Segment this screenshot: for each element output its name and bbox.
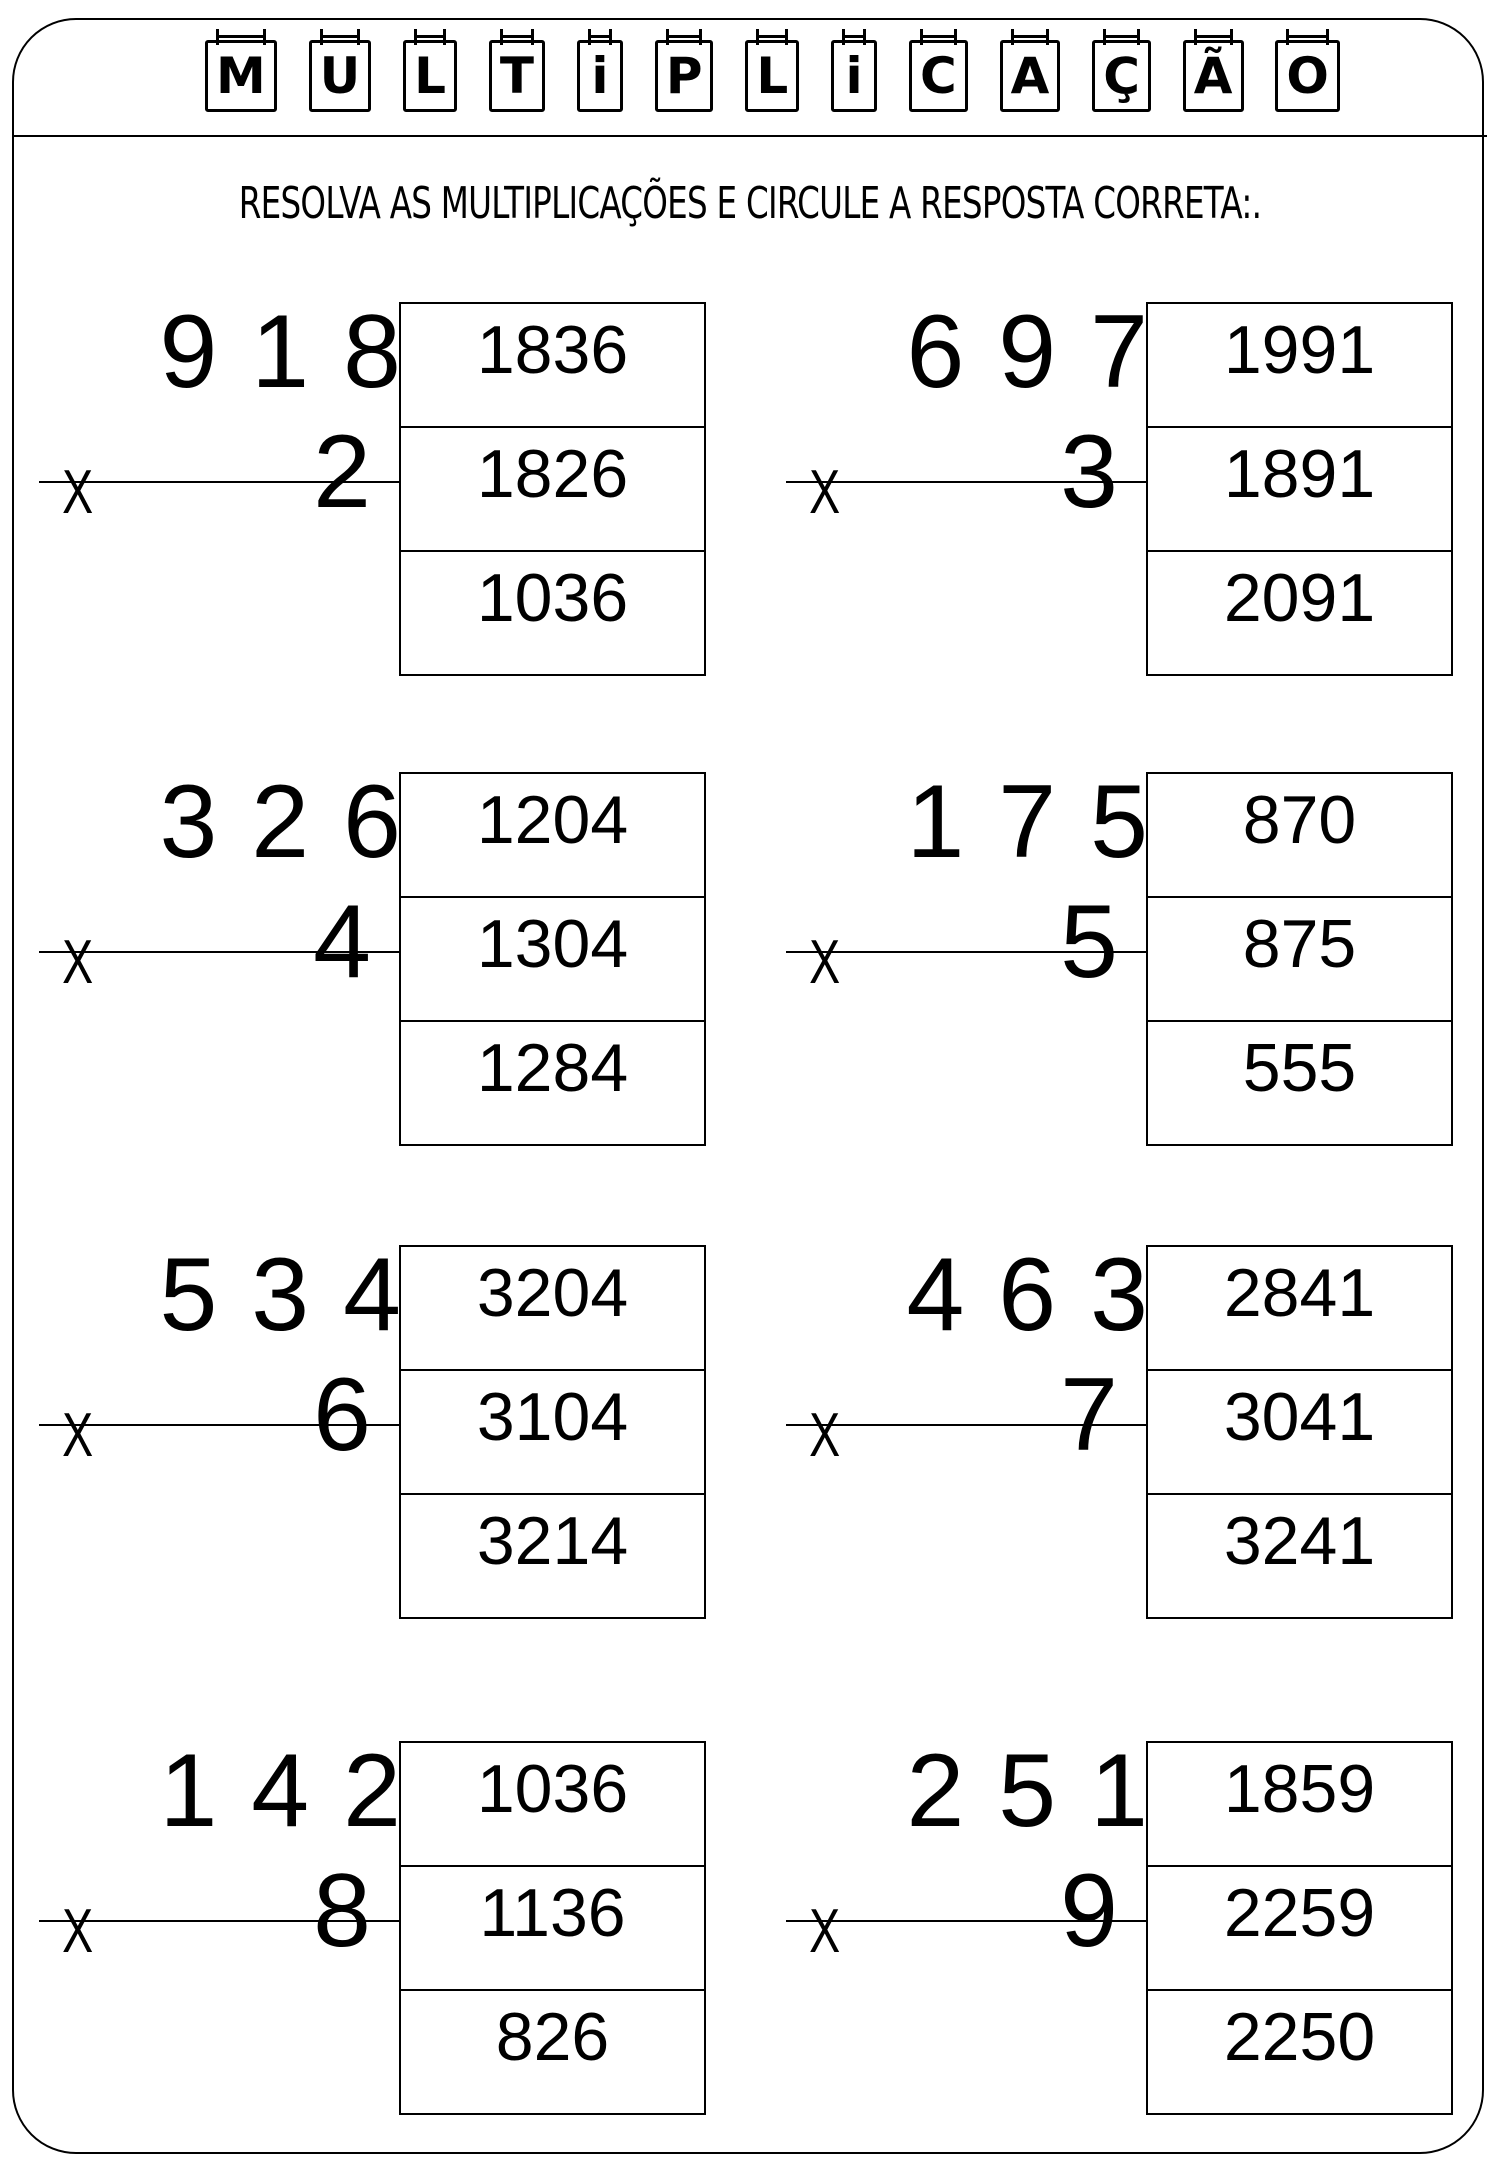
answer-option[interactable]: 3241 xyxy=(1223,1503,1376,1579)
title-letter: U xyxy=(319,47,361,105)
title-letter-tile xyxy=(403,40,457,112)
answer-option[interactable]: 555 xyxy=(1242,1030,1357,1106)
hanger-line xyxy=(320,35,361,38)
answer-option[interactable]: 1284 xyxy=(476,1030,629,1106)
answer-options xyxy=(1146,302,1453,676)
multiplicand: 534 xyxy=(159,1237,435,1353)
answer-option[interactable]: 875 xyxy=(1148,898,1451,1022)
result-line xyxy=(39,1920,401,1922)
result-line xyxy=(39,951,401,953)
answer-option[interactable]: 1036 xyxy=(476,560,629,636)
hanger-line xyxy=(500,35,534,38)
answer-option[interactable]: 3204 xyxy=(401,1247,704,1371)
multiplicand: 918 xyxy=(159,294,435,410)
hanger-line xyxy=(920,35,957,38)
title-letter-tile xyxy=(831,40,877,112)
hanger-line xyxy=(216,35,266,38)
pin-icon xyxy=(1230,29,1233,45)
answer-option[interactable]: 2259 xyxy=(1148,1867,1451,1991)
hanger-line xyxy=(666,35,703,38)
multiplicand: 697 xyxy=(906,294,1182,410)
hanger-line xyxy=(1194,35,1233,38)
multiplier: 5 xyxy=(1060,884,1118,1000)
title-letter: i xyxy=(591,47,609,105)
multiplier: 3 xyxy=(1060,414,1118,530)
answer-option[interactable]: 826 xyxy=(495,1999,610,2075)
title-letter: Ç xyxy=(1103,47,1140,105)
answer-option[interactable]: 2250 xyxy=(1223,1999,1376,2075)
answer-option[interactable]: 1826 xyxy=(401,428,704,552)
answer-options xyxy=(1146,772,1453,1146)
worksheet-title xyxy=(205,28,1340,123)
answer-option[interactable]: 1036 xyxy=(401,1743,704,1867)
answer-option[interactable]: 1136 xyxy=(401,1867,704,1991)
title-letter-tile xyxy=(577,40,623,112)
title-letter: C xyxy=(920,47,957,105)
answer-option[interactable]: 1836 xyxy=(401,304,704,428)
multiplicand: 463 xyxy=(906,1237,1182,1353)
multiplicand: 251 xyxy=(906,1733,1182,1849)
multiplication-problem xyxy=(786,1237,1453,1619)
multiplicand: 142 xyxy=(159,1733,435,1849)
pin-icon xyxy=(699,29,702,45)
multiplier: 4 xyxy=(313,884,371,1000)
times-sign: X xyxy=(62,928,94,997)
answer-option[interactable]: 1204 xyxy=(401,774,704,898)
hanger-line xyxy=(414,35,446,38)
times-sign: X xyxy=(809,458,841,527)
times-sign: X xyxy=(62,1897,94,1966)
title-letter-tile xyxy=(1000,40,1061,112)
pin-icon xyxy=(954,29,957,45)
answer-option[interactable]: 2841 xyxy=(1148,1247,1451,1371)
answer-option[interactable]: 1991 xyxy=(1148,304,1451,428)
instruction-text: RESOLVA AS MULTIPLICAÇÕES E CIRCULE A RESPOSTA CORRETA:. xyxy=(238,178,1262,229)
times-sign: X xyxy=(809,1897,841,1966)
multiplication-problem xyxy=(786,294,1453,676)
pin-icon xyxy=(785,29,788,45)
multiplication-problem xyxy=(39,1237,706,1619)
title-letter-tile xyxy=(1275,40,1340,112)
multiplier: 6 xyxy=(313,1357,371,1473)
pin-icon xyxy=(1326,29,1329,45)
title-letter-tile xyxy=(309,40,372,112)
result-line xyxy=(786,1424,1148,1426)
title-letter-tile xyxy=(489,40,545,112)
answer-options xyxy=(399,302,706,676)
pin-icon xyxy=(531,29,534,45)
multiplicand: 175 xyxy=(906,764,1182,880)
title-letter-tile xyxy=(909,40,968,112)
multiplication-problem xyxy=(786,764,1453,1146)
multiplier: 7 xyxy=(1060,1357,1118,1473)
answer-option[interactable]: 2091 xyxy=(1223,560,1376,636)
answer-option[interactable]: 3041 xyxy=(1148,1371,1451,1495)
result-line xyxy=(786,1920,1148,1922)
answer-option[interactable]: 1891 xyxy=(1148,428,1451,552)
pin-icon xyxy=(443,29,446,45)
times-sign: X xyxy=(809,928,841,997)
title-letter: M xyxy=(216,47,266,105)
title-letter: Ã xyxy=(1193,47,1233,105)
pin-icon xyxy=(609,29,612,45)
answer-option[interactable]: 3214 xyxy=(476,1503,629,1579)
result-line xyxy=(786,481,1148,483)
hanger-line xyxy=(1286,35,1329,38)
title-letter: A xyxy=(1010,47,1050,105)
multiplication-problem xyxy=(39,1733,706,2115)
multiplication-problem xyxy=(39,764,706,1146)
title-letter: L xyxy=(414,47,447,105)
pin-icon xyxy=(1137,29,1140,45)
title-letter-tile xyxy=(1092,40,1151,112)
answer-options xyxy=(1146,1741,1453,2115)
multiplicand: 326 xyxy=(159,764,435,880)
pin-icon xyxy=(863,29,866,45)
hanger-line xyxy=(1011,35,1050,38)
answer-option[interactable]: 1859 xyxy=(1148,1743,1451,1867)
result-line xyxy=(786,951,1148,953)
title-letter: i xyxy=(845,47,863,105)
multiplier: 9 xyxy=(1060,1853,1118,1969)
title-letter-tile xyxy=(655,40,714,112)
title-letter: P xyxy=(665,47,703,105)
header-divider xyxy=(12,135,1487,137)
times-sign: X xyxy=(809,1401,841,1470)
answer-option[interactable]: 1304 xyxy=(401,898,704,1022)
answer-options xyxy=(1146,1245,1453,1619)
answer-options xyxy=(399,1245,706,1619)
answer-option[interactable]: 870 xyxy=(1148,774,1451,898)
times-sign: X xyxy=(62,1401,94,1470)
title-letter: L xyxy=(756,47,789,105)
multiplication-problem xyxy=(786,1733,1453,2115)
multiplier: 8 xyxy=(313,1853,371,1969)
title-letter-tile xyxy=(1183,40,1244,112)
pin-icon xyxy=(357,29,360,45)
pin-icon xyxy=(1046,29,1049,45)
title-letter: T xyxy=(499,47,535,105)
hanger-line xyxy=(756,35,788,38)
result-line xyxy=(39,481,401,483)
result-line xyxy=(39,1424,401,1426)
title-letter-tile xyxy=(745,40,799,112)
times-sign: X xyxy=(62,458,94,527)
multiplier: 2 xyxy=(313,414,371,530)
answer-option[interactable]: 3104 xyxy=(401,1371,704,1495)
hanger-line xyxy=(1103,35,1140,38)
answer-options xyxy=(399,772,706,1146)
answer-options xyxy=(399,1741,706,2115)
pin-icon xyxy=(263,29,266,45)
multiplication-problem xyxy=(39,294,706,676)
title-letter-tile xyxy=(205,40,277,112)
title-letter: O xyxy=(1286,47,1329,105)
